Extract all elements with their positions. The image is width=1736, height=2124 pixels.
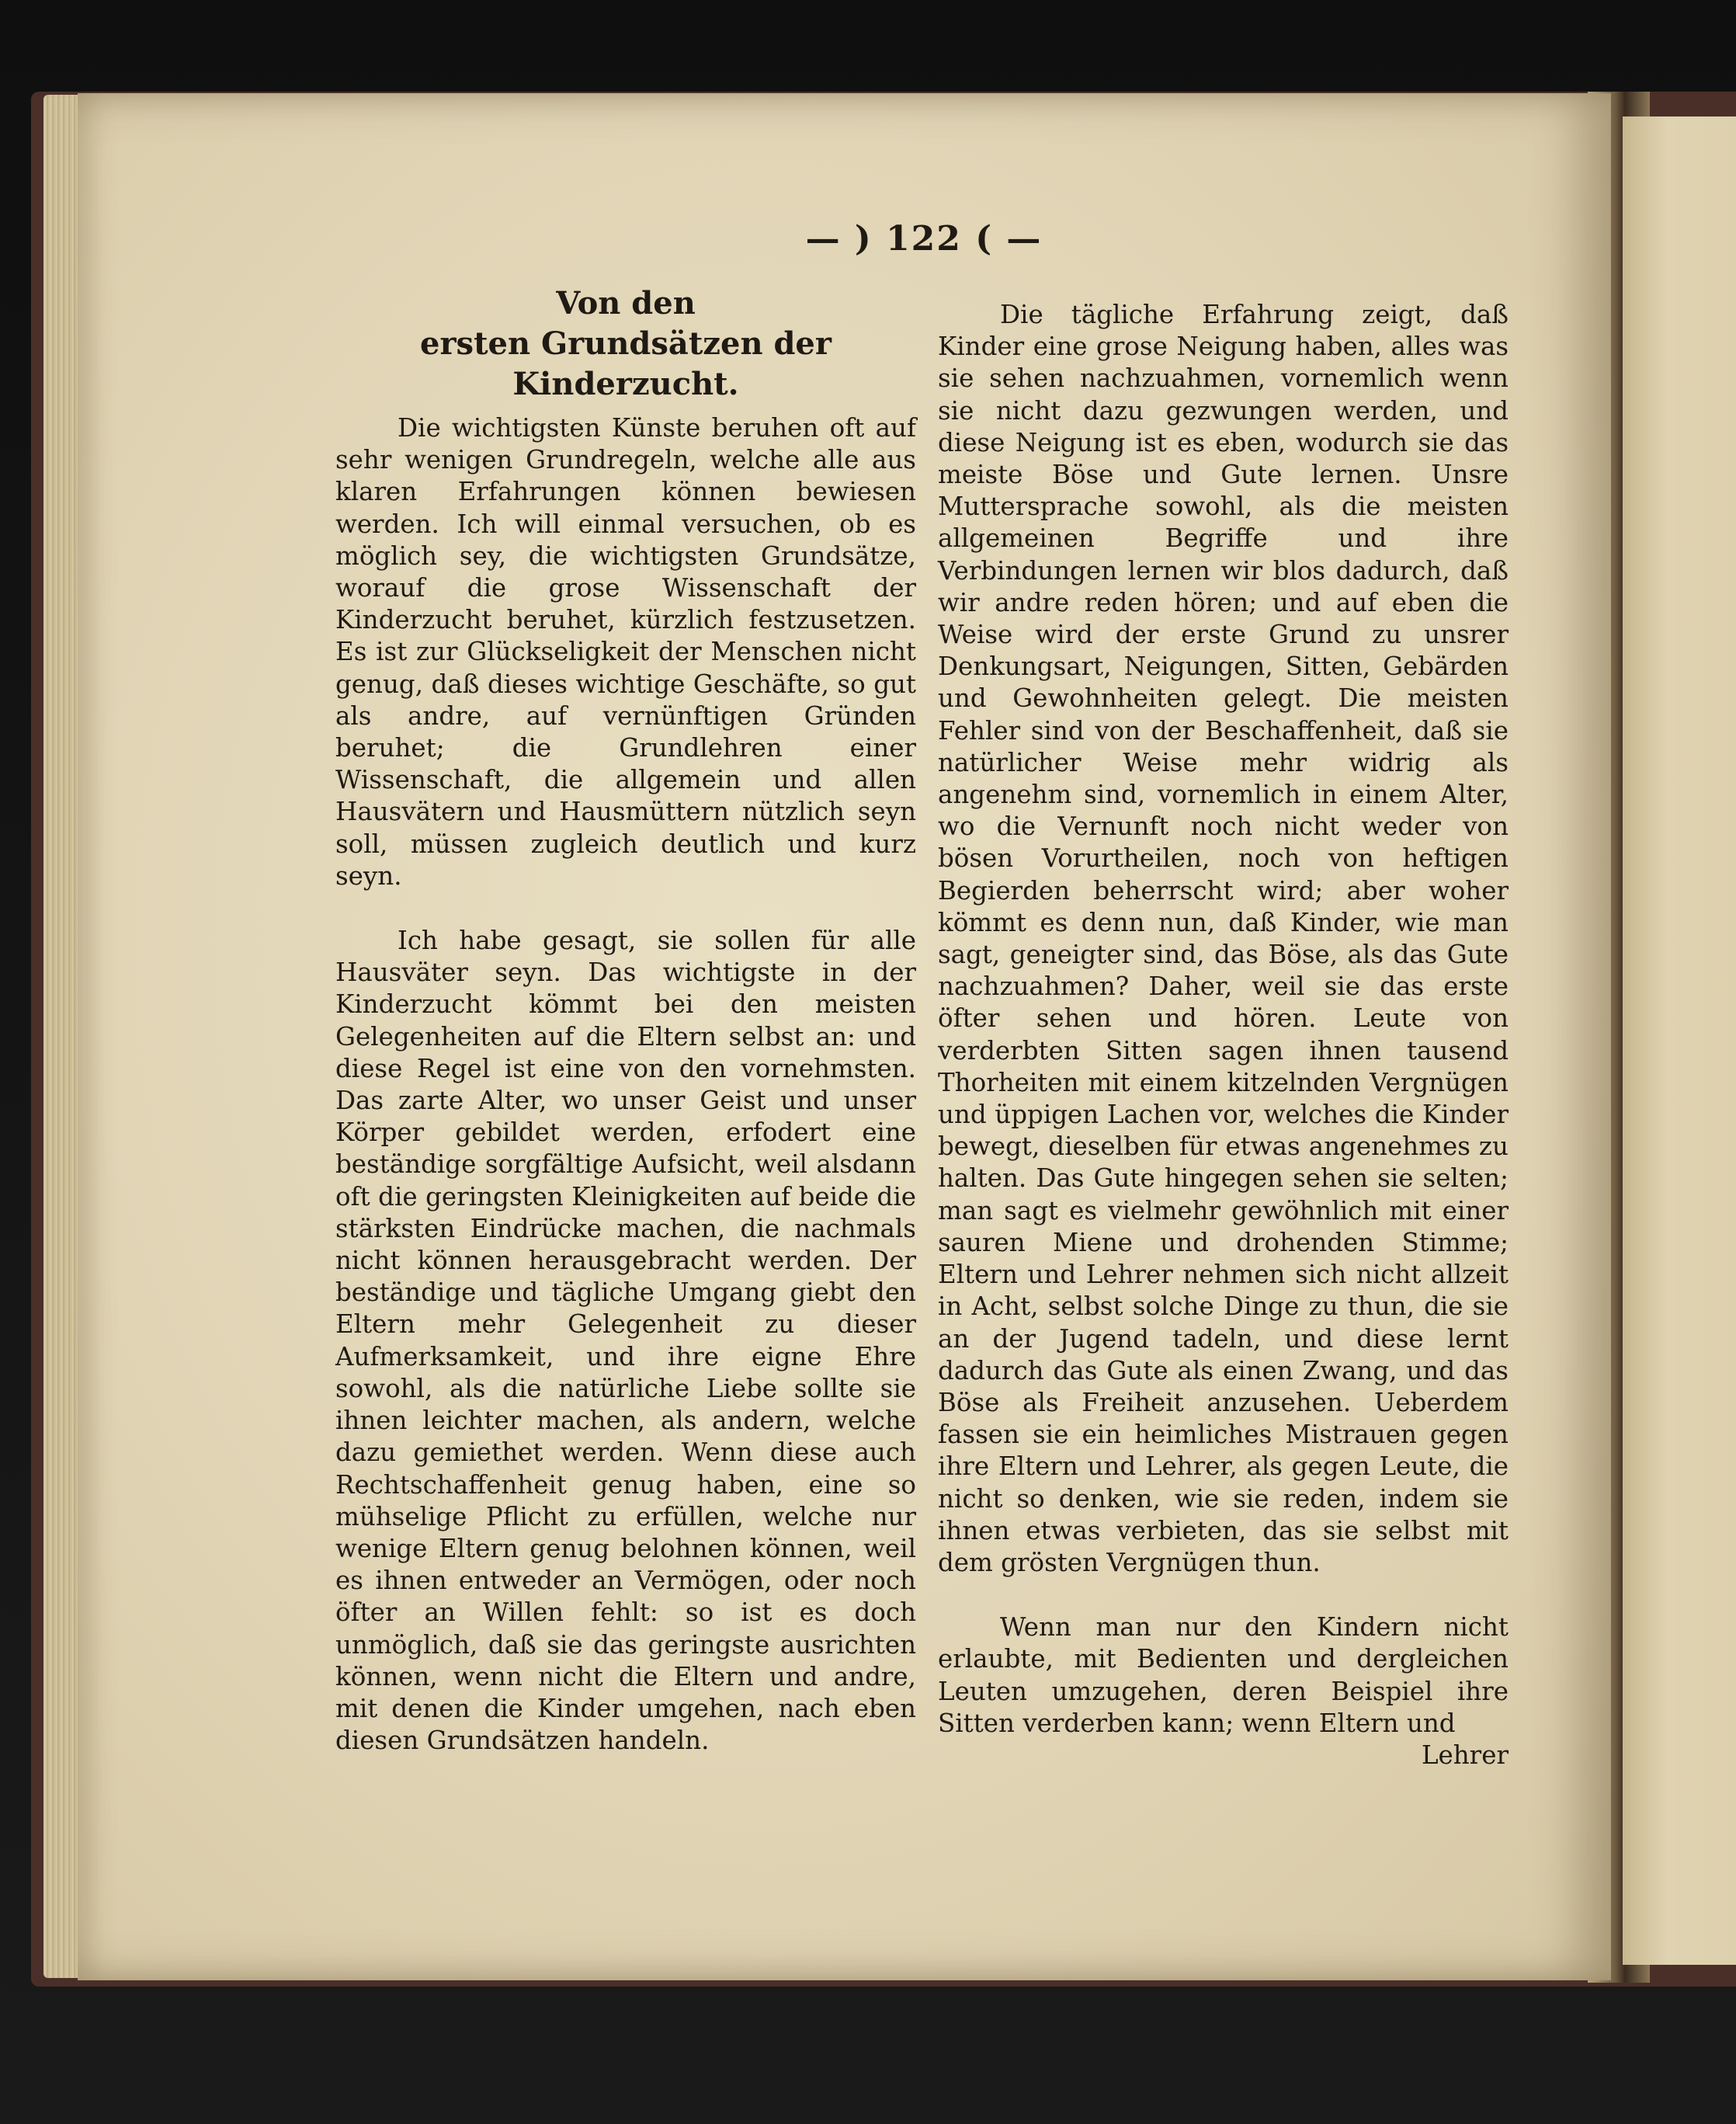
catchword: Lehrer [1421, 1740, 1509, 1770]
paragraph: Ich habe gesagt, sie sollen für alle Hausväter seyn. Das wichtigste in der Kinderzucht kömmt bei den meisten Gelegenheiten auf die Eltern selbst an: und diese Regel ist eine von den vornehmsten. Das zarte Alter, wo unser Geist und unser Körper gebildet werden, erfodert eine beständige sorgfältige Aufsicht, weil alsdann oft die geringsten Kleinigkeiten auf beide die stärksten Eindrücke machen, die nachmals nicht können herausgebracht werden. Der beständige und tägliche Umgang giebt den Eltern mehr Gelegenheit zu dieser Aufmerksamkeit, und ihre eigne Ehre sowohl, als die natürliche Liebe sollte sie ihnen leichter machen, als andern, welche dazu gemiethet werden. Wenn diese auch Rechtschaffenheit genug haben, eine so mühselige Pflicht zu erfüllen, welche nur wenige Eltern genug belohnen können, weil es ihnen entweder an Vermögen, oder noch öfter an Willen fehlt: so ist es doch unmöglich, daß sie das geringste ausrichten können, wenn nicht die Eltern und andre, mit denen die Kinder umgehen, nach eben diesen Grundsätzen handeln. [335, 926, 916, 1756]
section-title-line2: ersten Grundsätzen der Kinderzucht. [420, 325, 832, 402]
section-title-line1: Von den [556, 285, 696, 322]
left-column [335, 285, 916, 1757]
next-page-edge [1623, 116, 1736, 1965]
paragraph: Die tägliche Erfahrung zeigt, daß Kinder eine grose Neigung haben, alles was sie sehen nachzuahmen, vornemlich wenn sie nicht dazu gezwungen werden, und diese Neigung ist es eben, wodurch sie das meiste Böse und Gute lernen. Unsre Muttersprache sowohl, als die meisten allgemeinen Begriffe und ihre Verbindungen lernen wir blos dadurch, daß wir andre reden hören; und auf eben die Weise wird der erste Grund zu unsrer Denkungsart, Neigungen, Sitten, Gebärden und Gewohnheiten gelegt. Die meisten Fehler sind von der Beschaffenheit, daß sie natürlicher Weise mehr widrig als angenehm sind, vornemlich in einem Alter, wo die Vernunft noch nicht weder von bösen Vorurtheilen, noch von heftigen Begierden beherrscht wird; aber woher kömmt es denn nun, daß Kinder, wie man sagt, geneigter sind, das Böse, als das Gute nachzuahmen? Daher, weil sie das erste öfter sehen und hören. Leute von verderbten Sitten sagen ihnen tausend Thorheiten mit einem kitzelnden Vergnügen und üppigen Lachen vor, welches die Kinder bewegt, dieselben für etwas angenehmes zu halten. Das Gute hingegen sehen sie selten; man sagt es vielmehr gewöhnlich mit einer sauren Miene und drohenden Stimme; Eltern und Lehrer nehmen sich nicht allzeit in Acht, selbst solche Dinge zu thun, die sie an der Jugend tadeln, und diese lernt dadurch das Gute als einen Zwang, und das Böse als Freiheit anzusehen. Ueberdem fassen sie ein heimliches Mistrauen gegen ihre Eltern und Lehrer, als gegen Leute, die nicht so denken, wie sie reden, indem sie ihnen etwas verbieten, das sie selbst mit dem grösten Vergnügen thun. [938, 300, 1509, 1577]
right-column [938, 299, 1509, 1771]
paragraph: Die wichtigsten Künste beruhen oft auf sehr wenigen Grundregeln, welche alle aus klaren Erfahrungen können bewiesen werden. Ich will einmal versuchen, ob es möglich sey, die wichtigsten Grundsätze, worauf die grose Wissenschaft der Kinderzucht beruhet, kürzlich festzusetzen. Es ist zur Glückseligkeit der Menschen nicht genug, daß dieses wichtige Geschäfte, so gut als andre, auf vernünftigen Gründen beruhet; die Grundlehren einer Wissenschaft, die allgemein und allen Hausvätern und Hausmüttern nützlich seyn soll, müssen zugleich deutlich und kurz seyn. [335, 413, 916, 891]
paragraph: Wenn man nur den Kindern nicht erlaubte, mit Bedienten und dergleichen Leuten umzugehen, deren Beispiel ihre Sitten verderben kann; wenn Eltern und [938, 1612, 1509, 1738]
page-header: — ) 122 ( — [805, 219, 1043, 259]
